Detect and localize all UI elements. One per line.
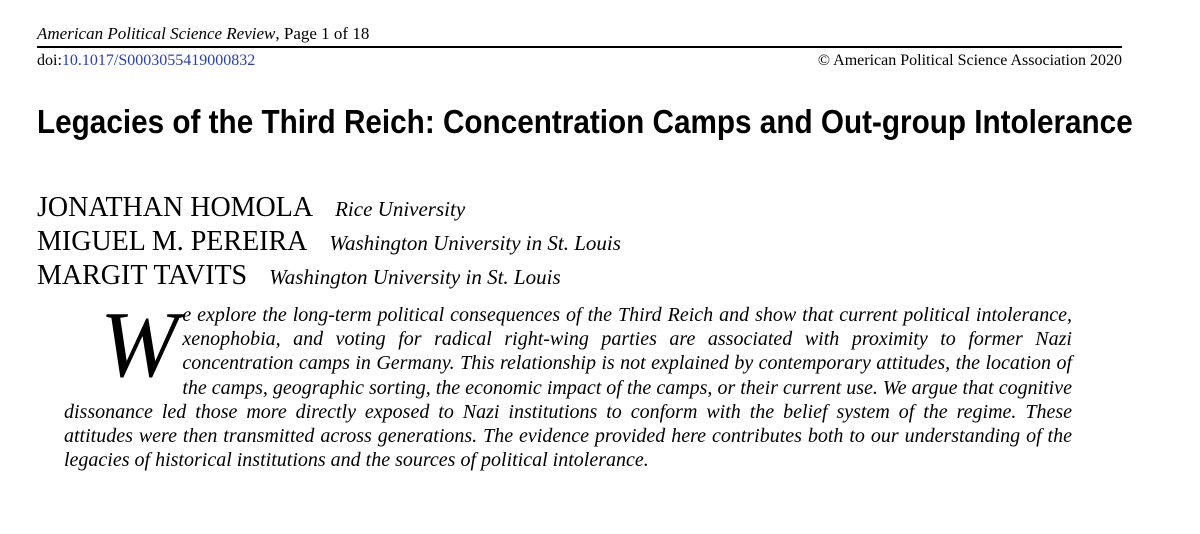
doi-prefix: doi: [37,52,62,69]
abstract-dropcap: W [100,293,179,397]
copyright-notice: © American Political Science Association 2020 [817,52,1122,69]
doi-link[interactable]: 10.1017/S0003055419000832 [61,52,256,69]
author-row [37,226,621,258]
author-row [37,260,561,292]
author-name: MARGIT TAVITS [37,260,248,291]
author-affiliation: Washington University in St. Louis [329,231,621,255]
journal-name: American Political Science Review [37,24,276,43]
journal-header [37,24,369,44]
author-affiliation: Washington University in St. Louis [269,265,561,289]
header-rule [37,46,1122,48]
abstract [64,293,1072,472]
paper-title: Legacies of the Third Reich: Concentration Camps and Out-group Intolerance [37,103,1133,140]
author-name: JONATHAN HOMOLA [37,192,314,223]
author-name: MIGUEL M. PEREIRA [37,226,308,257]
author-row [37,192,465,224]
author-affiliation: Rice University [335,197,466,221]
doi-line [37,51,255,71]
abstract-text: e explore the long-term political consequences of the Third Reich and show that current political intolerance, xenophobia, and voting for radical right-wing parties are associated with proximity to former Nazi concentration camps in Germany. This relationship is not explained by contemporary attitudes, the location of the camps, geographic sorting, the economic impact of the camps, or their current use. We argue that cognitive dissonance led those more directly exposed to Nazi institutions to conform with the belief system of the regime. These attitudes were then transmitted across generations. The evidence provided here contributes both to our understanding of the legacies of historical institutions and the sources of political intolerance. [64,304,1072,472]
page-info: , Page 1 of 18 [275,24,370,43]
